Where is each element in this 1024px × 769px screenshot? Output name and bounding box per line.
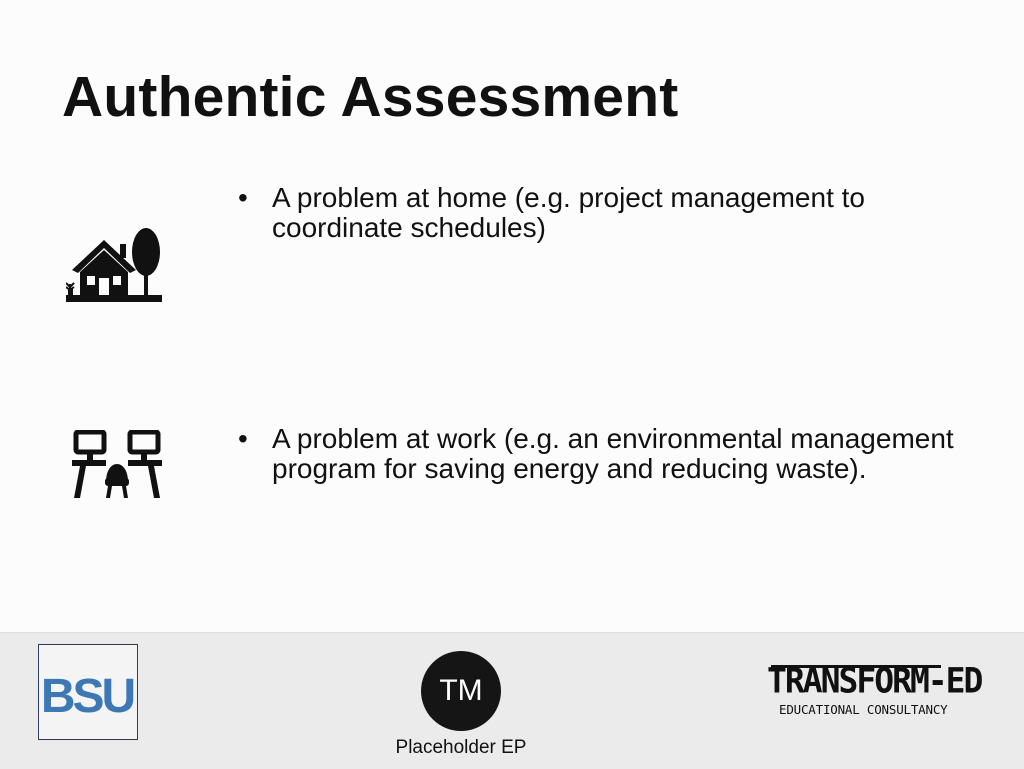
house-with-tree-icon xyxy=(66,226,162,304)
transform-ed-tagline: EDUCATIONAL CONSULTANCY xyxy=(779,702,948,717)
transform-ed-wordmark: TRANSFORM-ED xyxy=(767,660,982,701)
office-desks-icon xyxy=(72,430,162,500)
bsu-logo xyxy=(38,644,138,740)
bullet-marker: • xyxy=(238,423,248,454)
tm-logo-text: TM xyxy=(439,674,483,707)
tm-logo xyxy=(421,651,501,731)
footer-bar xyxy=(0,632,1024,769)
bullet-item-work xyxy=(238,424,958,484)
bullet-marker: • xyxy=(238,182,248,213)
slide-title: Authentic Assessment xyxy=(62,65,679,129)
placeholder-ep-label: Placeholder EP xyxy=(395,737,527,758)
bullet-text: A problem at home (e.g. project management to coordinate schedules) xyxy=(272,182,865,243)
bsu-logo-text: BSU xyxy=(40,670,134,723)
bullet-text: A problem at work (e.g. an environmental management program for saving energy and reducing waste). xyxy=(272,423,954,484)
transform-ed-logo xyxy=(767,660,987,723)
bullet-item-home xyxy=(238,183,958,243)
